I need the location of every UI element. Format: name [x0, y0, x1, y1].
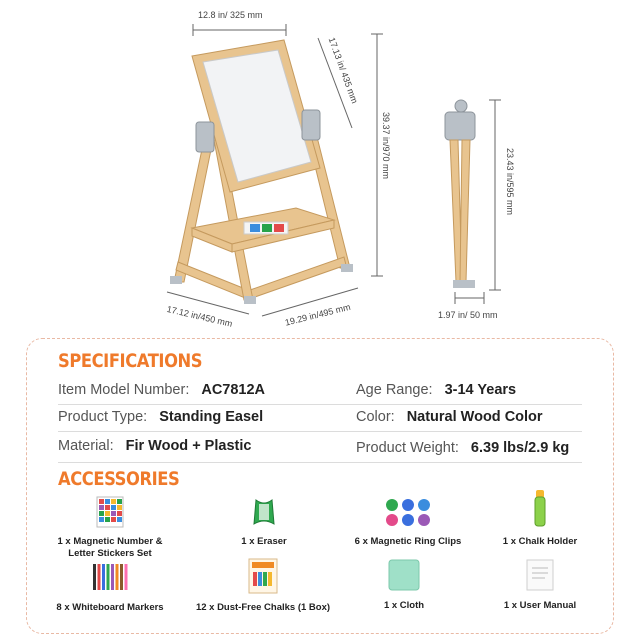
base-width-dimension: 19.29 in/495 mm — [284, 301, 352, 328]
accessory-cloth — [354, 558, 454, 612]
accessory-label: 1 x User Manual — [503, 600, 577, 611]
accessory-label: 1 x Chalk Holder — [502, 536, 578, 547]
accessory-label: 1 x Eraser — [241, 536, 287, 547]
spec-label: Material: — [58, 438, 114, 454]
spec-material — [58, 433, 251, 459]
spec-age-range — [356, 377, 516, 403]
spec-value: 6.39 lbs/2.9 kg — [470, 440, 570, 456]
spec-color — [356, 404, 543, 430]
accessories-title: ACCESSORIES — [58, 468, 180, 490]
folded-height-dimension: 23.43 in/595 mm — [505, 148, 515, 216]
spec-value: Natural Wood Color — [406, 409, 543, 425]
accessory-chalk-holder — [490, 488, 590, 548]
accessory-eraser — [204, 496, 324, 548]
depth-dimension: 17.12 in/450 mm — [165, 304, 234, 329]
accessory-ring-clips — [338, 496, 478, 548]
spec-value: Fir Wood + Plastic — [125, 438, 252, 454]
spec-label: Product Weight: — [356, 440, 459, 456]
accessory-label: 1 x Magnetic Number & — [57, 536, 163, 547]
cloth-icon — [387, 558, 421, 592]
divider — [58, 431, 582, 432]
spec-label: Color: — [356, 409, 395, 425]
spec-value: AC7812A — [201, 382, 266, 398]
accessory-label: 1 x Cloth — [383, 600, 425, 611]
magnet-clips-icon — [384, 496, 432, 528]
markers-icon — [91, 560, 129, 594]
chalk-holder-icon — [532, 488, 548, 528]
eraser-icon — [250, 496, 278, 528]
spec-label: Age Range: — [356, 382, 433, 398]
accessory-label: Letter Stickers Set — [68, 548, 152, 559]
accessory-stickers — [50, 496, 170, 560]
spec-model-number — [58, 377, 265, 403]
accessory-markers — [50, 560, 170, 614]
folded-depth-dimension: 1.97 in/ 50 mm — [438, 310, 498, 320]
width-dimension: 12.8 in/ 325 mm — [198, 10, 263, 20]
accessory-manual — [490, 558, 590, 612]
specifications-title: SPECIFICATIONS — [58, 350, 203, 372]
manual-icon — [523, 558, 557, 592]
accessory-chalk-box — [188, 558, 338, 614]
chalk-box-icon — [248, 558, 278, 594]
spec-value: 3-14 Years — [444, 382, 517, 398]
accessory-label: 8 x Whiteboard Markers — [56, 602, 164, 613]
total-height-dimension: 39.37 in/970 mm — [381, 112, 391, 180]
spec-label: Product Type: — [58, 409, 148, 425]
spec-product-type — [58, 404, 263, 430]
accessory-label: 12 x Dust-Free Chalks (1 Box) — [195, 602, 331, 613]
spec-value: Standing Easel — [159, 409, 264, 425]
divider — [58, 462, 582, 463]
spec-weight — [356, 435, 569, 461]
spec-label: Item Model Number: — [58, 382, 190, 398]
board-height-dimension: 17.13 in/ 435 mm — [326, 36, 360, 105]
sticker-sheet-icon — [96, 496, 124, 528]
accessory-label: 6 x Magnetic Ring Clips — [354, 536, 462, 547]
